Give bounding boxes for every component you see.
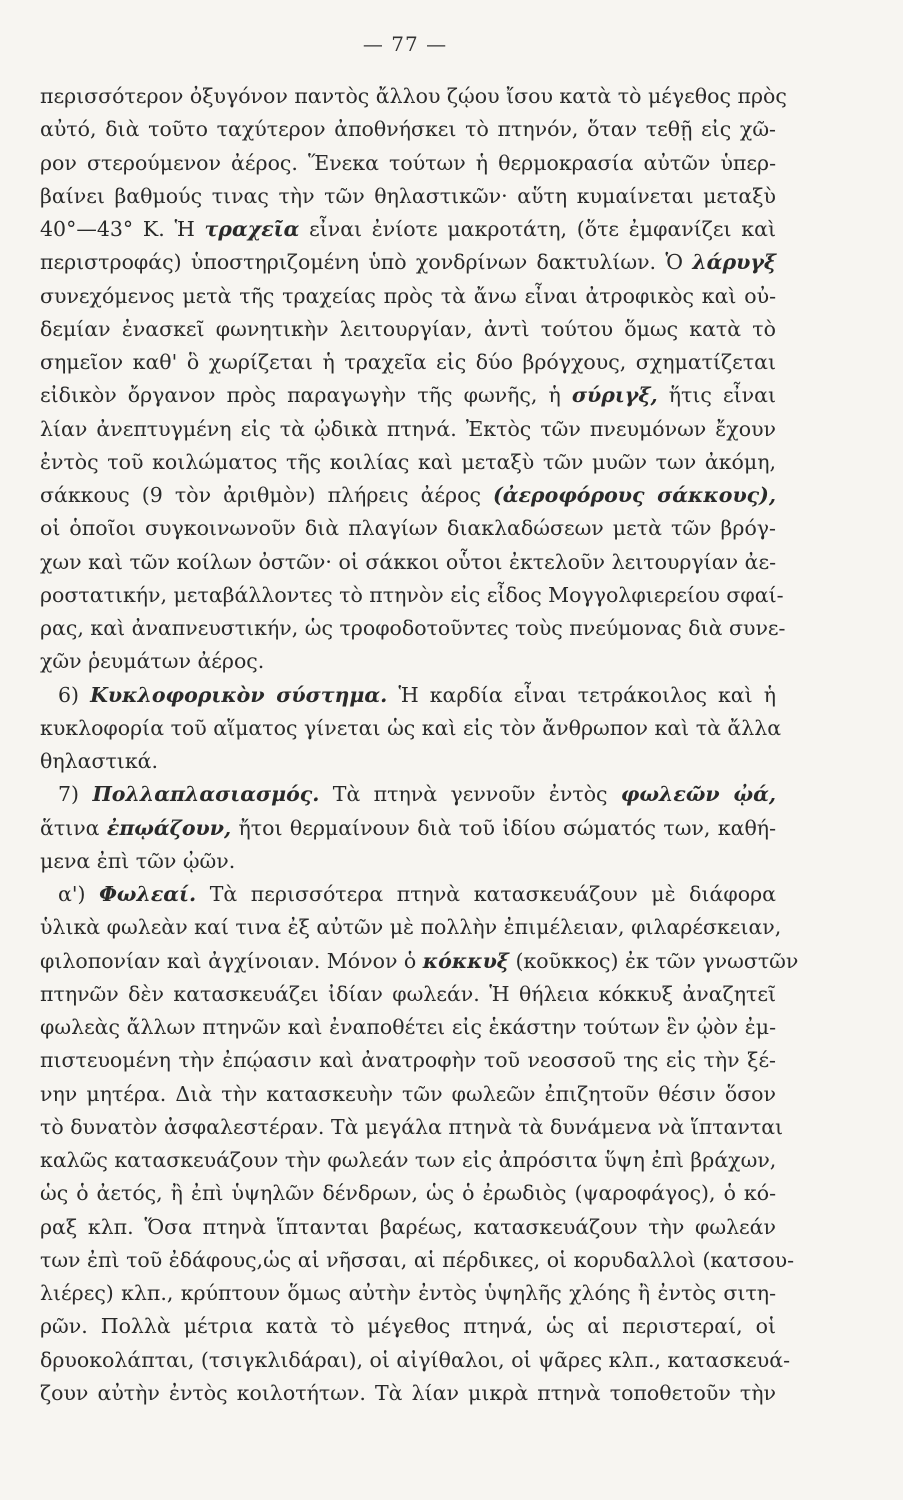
text-segment: 6) xyxy=(58,682,91,707)
text-segment: μενα ἐπὶ τῶν ᾠῶν. xyxy=(40,848,236,873)
text-line xyxy=(40,446,776,479)
text-segment: κυκλοφορία τοῦ αἵματος γίνεται ὡς καὶ εἰς τὸν ἄνθρωπον καὶ τὰ ἄλλα xyxy=(40,715,782,740)
text-line xyxy=(40,546,776,579)
emphasis-term: (ἀεροφόρους σάκκους), xyxy=(493,483,776,507)
text-line xyxy=(40,246,776,279)
text-line xyxy=(40,1244,795,1277)
text-segment: χῶν ῥευμάτων ἀέρος. xyxy=(40,649,265,674)
emphasis-term: λάρυγξ xyxy=(692,250,776,275)
text-segment: καλῶς κατασκευάζουν τὴν φωλεάν των εἰς ἀπρόσιτα ὕψη ἐπὶ βράχων, xyxy=(40,1148,777,1172)
text-line xyxy=(40,645,776,678)
text-segment: ἥτις εἶναι xyxy=(657,383,776,408)
text-line xyxy=(40,1011,776,1044)
emphasis-term: Πολλαπλασιασμός. xyxy=(92,782,320,807)
text-segment: εἶναι ἐνίοτε μακροτάτη, (ὅτε ἐμφανίζει καὶ xyxy=(299,217,776,241)
text-segment: λίαν ἀνεπτυγμένη εἰς τὰ ᾠδικὰ πτηνά. Ἐκτὸς τῶν πνευμόνων ἔχουν xyxy=(40,416,776,441)
text-segment: εἰδικὸν ὄργανον πρὸς παραγωγὴν τῆς φωνῆς, ἡ xyxy=(40,383,572,408)
text-line xyxy=(40,945,799,978)
emphasis-term: τραχεῖα xyxy=(204,217,300,241)
text-line xyxy=(40,479,776,512)
text-segment: ὑλικὰ φωλεὰν καί τινα ἐξ αὐτῶν μὲ πολλὴν ἐπιμέλειαν, φιλαρέσκειαν, xyxy=(40,915,782,940)
text-segment: ρον στερούμενον ἀέρος. Ἕνεκα τούτων ἡ θερμοκρασία αὐτῶν ὑπερ- xyxy=(40,150,776,175)
text-line xyxy=(40,1344,791,1377)
text-segment: δρυοκολάπται, (τσιγκλιδάραι), οἱ αἰγίθαλοι, οἱ ψᾶρες κλπ., κατασκευά- xyxy=(40,1347,791,1372)
text-segment: περισσότερον ὀξυγόνον παντὸς ἄλλου ζῴου ἴσου κατὰ τὸ μέγεθος πρὸς xyxy=(40,84,787,108)
emphasis-term: σύριγξ, xyxy=(571,383,658,408)
text-segment: περιστροφάς) ὑποστηριζομένη ὑπὸ χονδρίνων δακτυλίων. Ὁ xyxy=(40,250,693,275)
text-segment: Ἡ καρδία εἶναι τετράκοιλος καὶ ἡ xyxy=(387,682,776,707)
text-line xyxy=(40,113,776,146)
text-segment: α') xyxy=(58,882,100,906)
text-segment: αὐτό, διὰ τοῦτο ταχύτερον ἀποθνήσκει τὸ πτηνόν, ὅταν τεθῇ εἰς χῶ- xyxy=(40,117,776,142)
text-line xyxy=(40,778,776,811)
text-line xyxy=(40,1177,776,1210)
text-line xyxy=(40,878,776,911)
text-segment: σάκκους (9 τὸν ἀριθμὸν) πλήρεις ἀέρος xyxy=(40,483,493,507)
text-segment: ἅτινα xyxy=(40,815,107,840)
text-line xyxy=(40,1144,776,1177)
text-line xyxy=(40,1078,776,1111)
text-segment: συνεχόμενος μετὰ τῆς τραχείας πρὸς τὰ ἄνω εἶναι ἀτροφικὸς καὶ οὐ- xyxy=(40,283,776,308)
text-segment: σημεῖον καθ' ὃ χωρίζεται ἡ τραχεῖα εἰς δύο βρόγχους, σχηματίζεται xyxy=(40,350,776,374)
text-segment: Τὰ πτηνὰ γεννοῦν ἐντὸς xyxy=(319,782,621,807)
text-segment: λιέρες) κλπ., κρύπτουν ὅμως αὐτὴν ἐντὸς ὑψηλῆς χλόης ἢ ἐντὸς σιτη- xyxy=(40,1281,776,1305)
emphasis-term: κόκκυξ xyxy=(422,948,509,973)
text-segment: ὡς ὁ ἀετός, ἢ ἐπὶ ὑψηλῶν δένδρων, ὡς ὁ ἐρωδιὸς (ψαροφάγος), ὁ κό- xyxy=(40,1181,776,1206)
text-line xyxy=(40,1044,776,1077)
text-line xyxy=(40,1277,776,1310)
text-segment: Τὰ περισσότερα πτηνὰ κατασκευάζουν μὲ διάφορα xyxy=(196,882,776,906)
text-line xyxy=(40,1310,776,1343)
text-line xyxy=(40,346,776,379)
text-line xyxy=(40,1377,776,1410)
text-segment: νην μητέρα. Διὰ τὴν κατασκευὴν τῶν φωλεῶν ἐπιζητοῦν θέσιν ὅσον xyxy=(40,1081,776,1106)
text-segment: ρῶν. Πολλὰ μέτρια κατὰ τὸ μέγεθος πτηνά, ὡς αἱ περιστεραί, οἱ xyxy=(40,1314,776,1339)
emphasis-term: φωλεῶν ᾠά, xyxy=(620,782,777,807)
text-segment: οἱ ὁποῖοι συγκοινωνοῦν διὰ πλαγίων διακλαδώσεων μετὰ τῶν βρόγ- xyxy=(40,516,776,541)
emphasis-term: Κυκλοφορικὸν σύστημα. xyxy=(90,682,388,707)
text-line xyxy=(40,679,776,712)
text-line xyxy=(40,1111,784,1144)
text-segment: ραξ κλπ. Ὅσα πτηνὰ ἵπτανται βαρέως, κατασκευάζουν τὴν φωλεάν xyxy=(40,1214,776,1239)
text-line xyxy=(40,379,776,412)
text-line xyxy=(40,280,776,313)
text-line xyxy=(40,147,776,180)
text-segment: ἐντὸς τοῦ κοιλώματος τῆς κοιλίας καὶ μεταξὺ τῶν μυῶν των ἀκόμη, xyxy=(40,449,776,474)
text-line xyxy=(40,413,776,446)
emphasis-term: ἐπῳάζουν, xyxy=(106,815,232,840)
text-line xyxy=(40,1211,776,1244)
text-line xyxy=(40,812,776,845)
text-segment: πτηνῶν δὲν κατασκευάζει ἰδίαν φωλεάν. Ἡ θήλεια κόκκυξ ἀναζητεῖ xyxy=(40,981,776,1006)
text-segment: πιστευομένη τὴν ἐπῴασιν καὶ ἀνατροφὴν τοῦ νεοσσοῦ της εἰς τὴν ξέ- xyxy=(40,1048,776,1073)
page-number: — 77 — xyxy=(362,32,448,56)
body-text xyxy=(40,80,799,1410)
text-line xyxy=(40,745,776,778)
text-line xyxy=(40,911,782,944)
text-segment: θηλαστικά. xyxy=(40,749,159,773)
text-segment: φιλοπονίαν καὶ ἀγχίνοιαν. Μόνον ὁ xyxy=(40,948,423,973)
text-line xyxy=(40,213,776,246)
text-line xyxy=(40,612,786,645)
text-segment: χων καὶ τῶν κοίλων ὀστῶν· οἱ σάκκοι οὗτοι ἐκτελοῦν λειτουργίαν ἀε- xyxy=(40,549,776,574)
text-segment: ρας, καὶ ἀναπνευστικήν, ὡς τροφοδοτοῦντες τοὺς πνεύμονας διὰ συνε- xyxy=(40,616,786,640)
text-segment: φωλεὰς ἄλλων πτηνῶν καὶ ἐναποθέτει εἰς ἑκάστην τούτων ἓν ᾠὸν ἐμ- xyxy=(40,1015,776,1039)
text-segment: δεμίαν ἐνασκεῖ φωνητικὴν λειτουργίαν, ἀντὶ τούτου ὅμως κατὰ τὸ xyxy=(40,316,776,341)
text-line xyxy=(40,712,782,745)
text-segment: ἤτοι θερμαίνουν διὰ τοῦ ἰδίου σώματός των, καθή- xyxy=(231,815,776,840)
emphasis-term: Φωλεαί. xyxy=(99,882,197,906)
text-line xyxy=(40,313,776,346)
text-line xyxy=(40,579,784,612)
text-segment: βαίνει βαθμούς τινας τὴν τῶν θηλαστικῶν· αὕτη κυμαίνεται μεταξὺ xyxy=(40,183,776,208)
text-line xyxy=(40,978,776,1011)
text-line xyxy=(40,512,776,545)
text-line xyxy=(40,180,776,213)
text-segment: ζουν αὐτὴν ἐντὸς κοιλοτήτων. Τὰ λίαν μικρὰ πτηνὰ τοποθετοῦν τὴν xyxy=(40,1380,776,1405)
text-segment: (κοῦκκος) ἐκ τῶν γνωστῶν xyxy=(508,948,799,973)
text-segment: των ἐπὶ τοῦ ἐδάφους,ὡς αἱ νῆσσαι, αἱ πέρδικες, οἱ κορυδαλλοὶ (κατσου- xyxy=(40,1247,795,1272)
text-segment: ροστατικήν, μεταβάλλοντες τὸ πτηνὸν εἰς εἶδος Μογγολφιερείου σφαί- xyxy=(40,582,784,607)
text-line xyxy=(40,845,776,878)
text-segment: 7) xyxy=(58,782,93,807)
text-segment: τὸ δυνατὸν ἀσφαλεστέραν. Τὰ μεγάλα πτηνὰ τὰ δυνάμενα νὰ ἵπτανται xyxy=(40,1114,784,1139)
text-line xyxy=(40,80,787,113)
text-segment: 40°—43° Κ. Ἡ xyxy=(40,217,205,241)
